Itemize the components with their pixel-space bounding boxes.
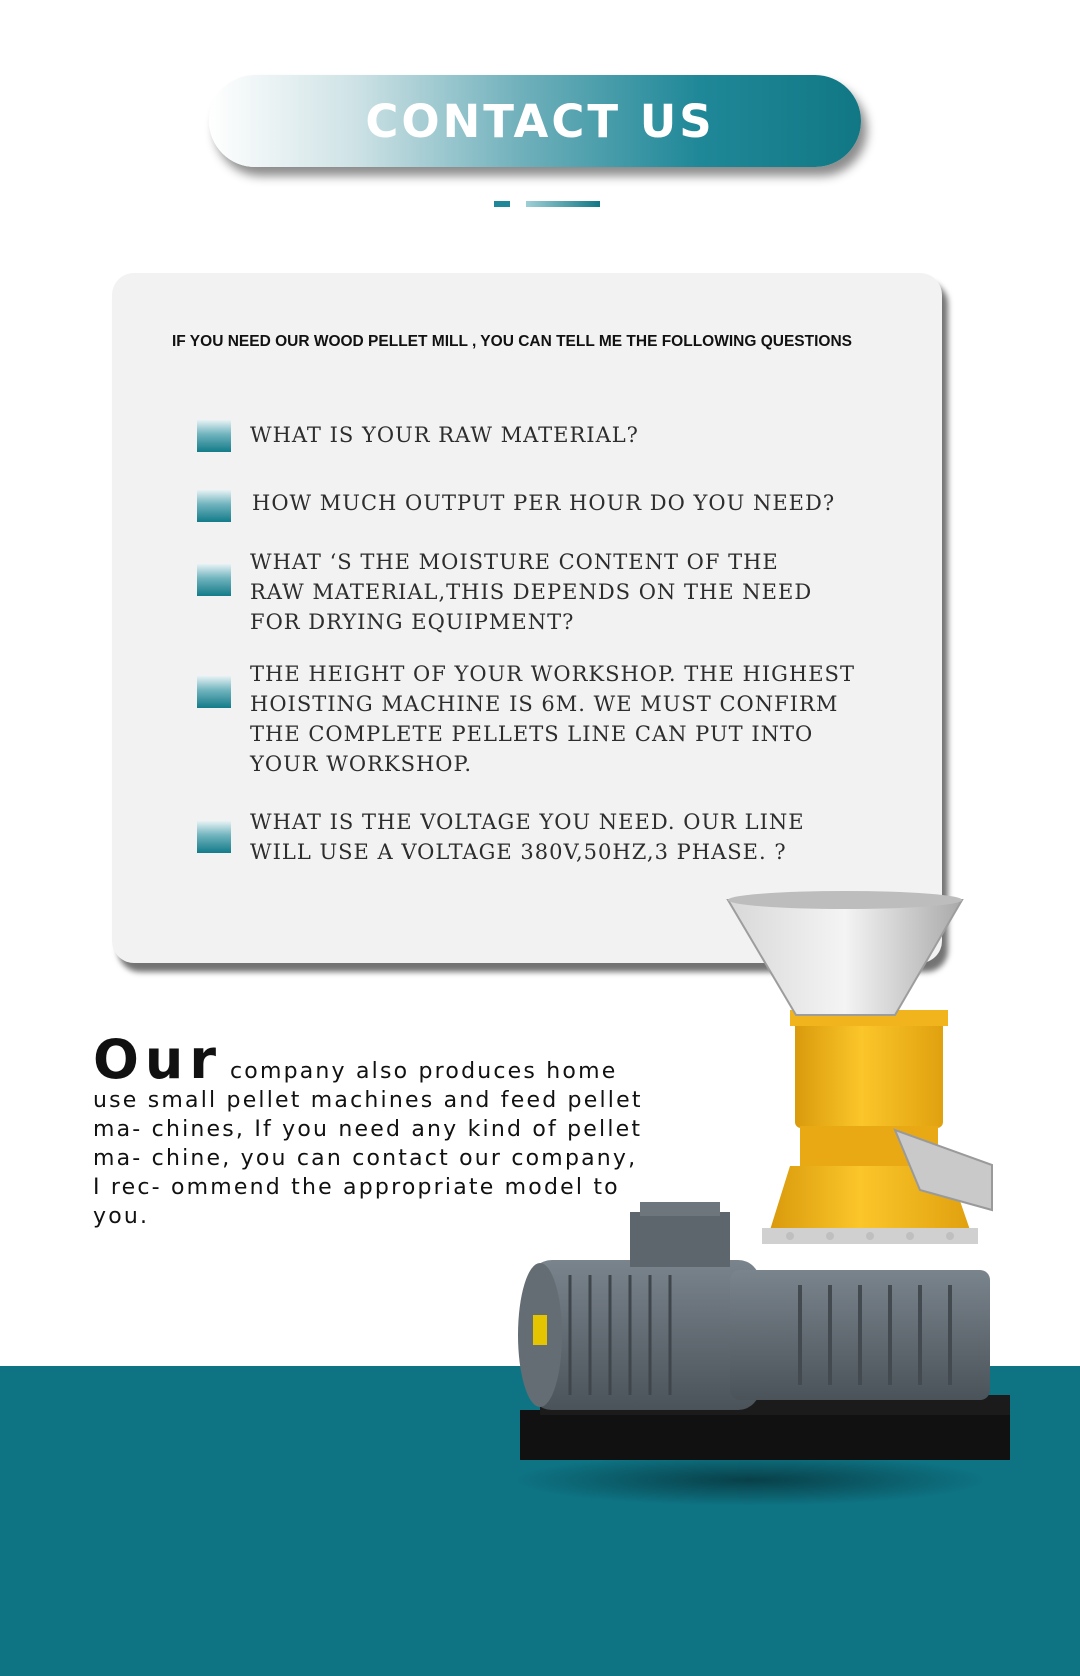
question-text: WHAT IS THE VOLTAGE YOU NEED. OUR LINE WILL USE A VOLTAGE 380V,50HZ,3 PHASE. ? [250,810,805,864]
contact-us-banner [209,75,861,167]
paragraph-text: company also produces home use small pellet machines and feed pellet ma- chines, If you need any kind of pellet ma- chine, you can contact our company, I rec- ommend the appropriate model to you. [93,1059,643,1229]
pellet-mill-machine [500,890,1020,1510]
square-bullet-icon [197,490,231,522]
question-text: WHAT ‘S THE MOISTURE CONTENT OF THE RAW MATERIAL,THIS DEPENDS ON THE NEED FOR DRYING EQUIPMENT? [250,550,813,634]
square-bullet-icon [197,564,231,596]
question-text: THE HEIGHT OF YOUR WORKSHOP. THE HIGHEST HOISTING MACHINE IS 6M. WE MUST CONFIRM THE COMPLETE PELLETS LINE CAN PUT INTO YOUR WORKSHOP. [250,662,855,776]
card-intro-text: IF YOU NEED OUR WOOD PELLET MILL , YOU CAN TELL ME THE FOLLOWING QUESTIONS [172,333,853,350]
divider-dash-long [526,201,600,207]
square-bullet-icon [197,821,231,853]
square-bullet-icon [197,676,231,708]
paragraph-lead: Our [93,1028,222,1091]
question-text: WHAT IS YOUR RAW MATERIAL? [250,423,639,447]
divider-dash-short [494,201,510,207]
questions-card [112,273,942,963]
square-bullet-icon [197,420,231,452]
banner-title: CONTACT US [365,94,715,148]
question-text: HOW MUCH OUTPUT PER HOUR DO YOU NEED? [252,491,836,515]
